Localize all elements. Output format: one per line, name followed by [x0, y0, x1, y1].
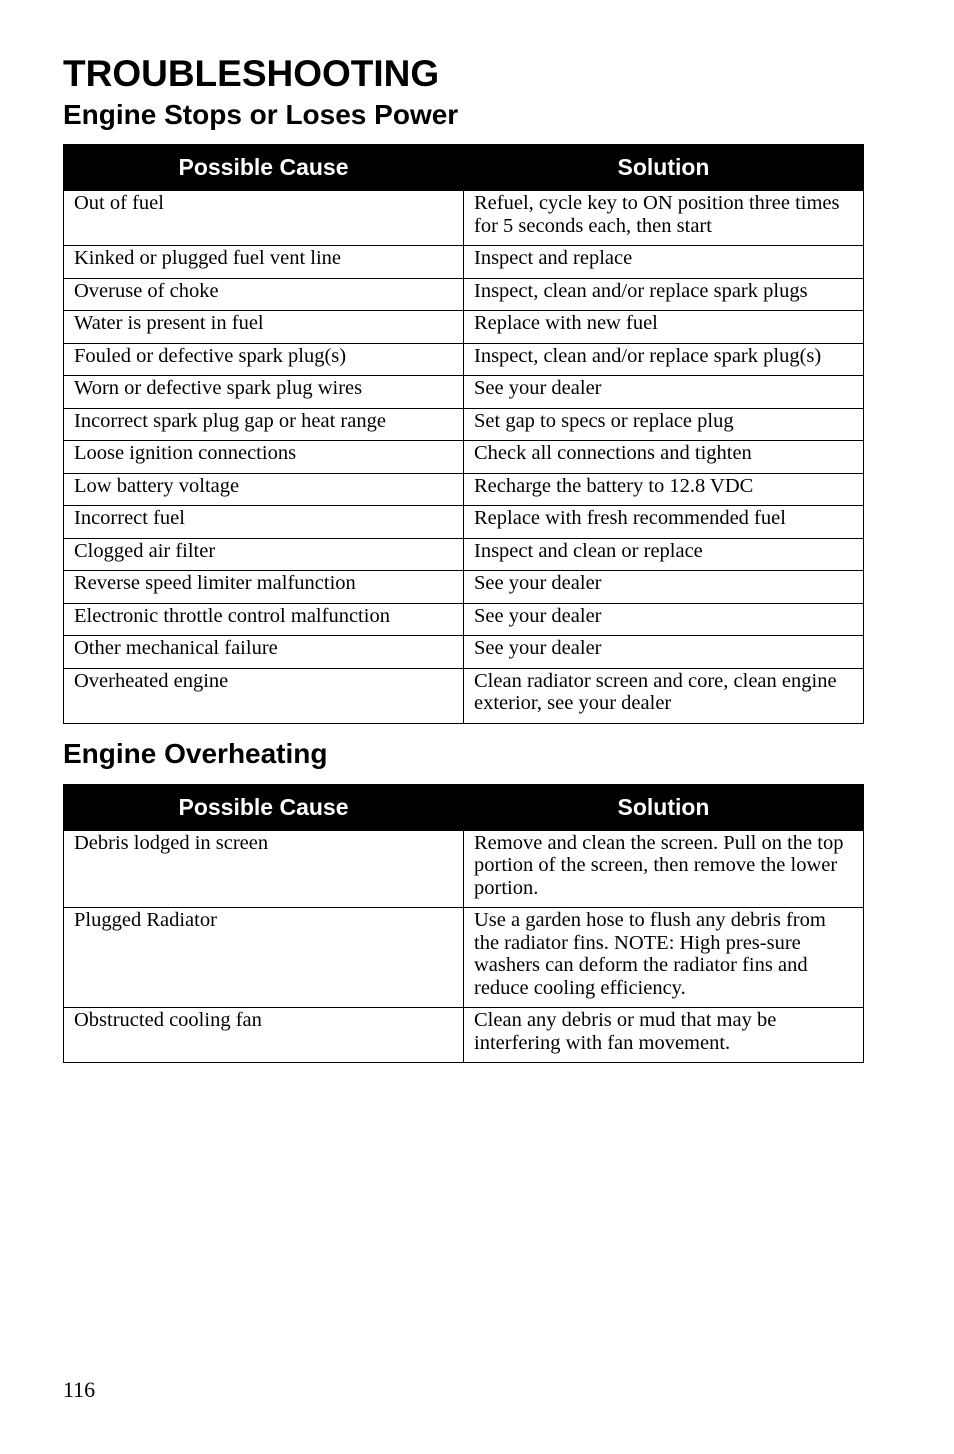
page-title: TROUBLESHOOTING — [63, 53, 440, 94]
solution-cell: Use a garden hose to flush any debris from the radiator fins. NOTE: High pres-sure washers can deform the radiator fins and reduce cooling efficiency. — [464, 908, 864, 1008]
cause-cell: Fouled or defective spark plug(s) — [64, 343, 464, 376]
section-heading-engine-stops: Engine Stops or Loses Power — [63, 99, 459, 130]
cause-cell: Overuse of choke — [64, 278, 464, 311]
table-row — [64, 311, 864, 344]
solution-cell: Remove and clean the screen. Pull on the top portion of the screen, then remove the lower portion. — [464, 830, 864, 908]
solution-cell: See your dealer — [464, 376, 864, 409]
cause-cell: Debris lodged in screen — [64, 830, 464, 908]
table-row — [64, 668, 864, 723]
table-row — [64, 343, 864, 376]
column-header-cause: Possible Cause — [64, 784, 464, 830]
table-row — [64, 473, 864, 506]
table-row — [64, 571, 864, 604]
solution-cell: See your dealer — [464, 636, 864, 669]
table-row — [64, 538, 864, 571]
table-row — [64, 830, 864, 908]
table-row — [64, 408, 864, 441]
table-row — [64, 278, 864, 311]
cause-cell: Overheated engine — [64, 668, 464, 723]
page-number: 116 — [63, 1377, 96, 1402]
page-content — [63, 52, 863, 1063]
table-row — [64, 1008, 864, 1063]
cause-cell: Incorrect fuel — [64, 506, 464, 539]
cause-cell: Obstructed cooling fan — [64, 1008, 464, 1063]
cause-cell: Electronic throttle control malfunction — [64, 603, 464, 636]
cause-cell: Loose ignition connections — [64, 441, 464, 474]
table-row — [64, 908, 864, 1008]
solution-cell: Check all connections and tighten — [464, 441, 864, 474]
solution-cell: Refuel, cycle key to ON position three times for 5 seconds each, then start — [464, 191, 864, 246]
solution-cell: Inspect, clean and/or replace spark plugs — [464, 278, 864, 311]
table-row — [64, 441, 864, 474]
engine-stops-table-body — [64, 191, 864, 724]
cause-cell: Incorrect spark plug gap or heat range — [64, 408, 464, 441]
solution-cell: Replace with fresh recommended fuel — [464, 506, 864, 539]
solution-cell: Clean radiator screen and core, clean engine exterior, see your dealer — [464, 668, 864, 723]
solution-cell: Set gap to specs or replace plug — [464, 408, 864, 441]
cause-cell: Out of fuel — [64, 191, 464, 246]
table-row — [64, 506, 864, 539]
solution-cell: Inspect and clean or replace — [464, 538, 864, 571]
engine-overheating-table — [63, 784, 864, 1064]
solution-cell: Inspect and replace — [464, 246, 864, 279]
table-row — [64, 636, 864, 669]
table-row — [64, 376, 864, 409]
table-row — [64, 603, 864, 636]
solution-cell: Replace with new fuel — [464, 311, 864, 344]
section-heading-engine-overheating: Engine Overheating — [63, 737, 328, 769]
solution-cell: See your dealer — [464, 603, 864, 636]
cause-cell: Low battery voltage — [64, 473, 464, 506]
engine-overheating-table-body — [64, 830, 864, 1063]
solution-cell: See your dealer — [464, 571, 864, 604]
solution-cell: Inspect, clean and/or replace spark plug(s) — [464, 343, 864, 376]
cause-cell: Worn or defective spark plug wires — [64, 376, 464, 409]
cause-cell: Other mechanical failure — [64, 636, 464, 669]
column-header-solution: Solution — [464, 145, 864, 191]
column-header-cause: Possible Cause — [64, 145, 464, 191]
cause-cell: Clogged air filter — [64, 538, 464, 571]
cause-cell: Kinked or plugged fuel vent line — [64, 246, 464, 279]
table-header-row — [64, 784, 864, 830]
cause-cell: Reverse speed limiter malfunction — [64, 571, 464, 604]
table-header-row — [64, 145, 864, 191]
cause-cell: Water is present in fuel — [64, 311, 464, 344]
engine-stops-table — [63, 144, 864, 724]
table-row — [64, 191, 864, 246]
solution-cell: Recharge the battery to 12.8 VDC — [464, 473, 864, 506]
table-row — [64, 246, 864, 279]
column-header-solution: Solution — [464, 784, 864, 830]
solution-cell: Clean any debris or mud that may be interfering with fan movement. — [464, 1008, 864, 1063]
cause-cell: Plugged Radiator — [64, 908, 464, 1008]
